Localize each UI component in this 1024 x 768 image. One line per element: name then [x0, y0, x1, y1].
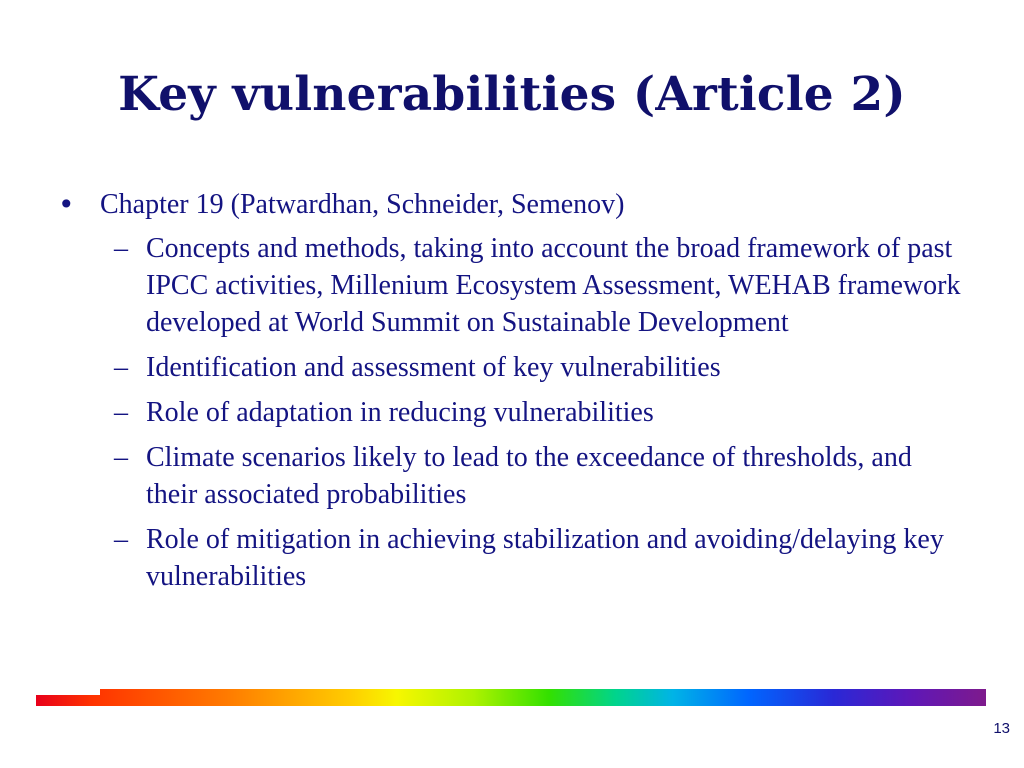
- sub-bullet-item: [114, 521, 963, 595]
- sub-bullet-marker: –: [114, 442, 128, 473]
- slide-page-number: 13: [993, 720, 1010, 737]
- sub-bullet-marker: –: [114, 352, 128, 383]
- sub-bullet-text: Role of mitigation in achieving stabilization and avoiding/delaying key vulnerabilities: [146, 524, 944, 592]
- sub-bullet-text: Concepts and methods, taking into account the broad framework of past IPCC activities, Millenium Ecosystem Assessment, WEHAB framework developed at World Summit on Sustainable Development: [146, 233, 961, 338]
- slide-content: [58, 186, 963, 603]
- sub-bullet-marker: –: [114, 524, 128, 555]
- sub-bullet-text: Identification and assessment of key vulnerabilities: [146, 352, 721, 383]
- bullet-marker: •: [58, 188, 75, 221]
- sub-bullet-marker: –: [114, 233, 128, 264]
- sub-bullet-marker: –: [114, 397, 128, 428]
- sub-bullet-text: Role of adaptation in reducing vulnerabilities: [146, 397, 654, 428]
- slide-title: Key vulnerabilities (Article 2): [118, 67, 906, 122]
- bullet-text: Chapter 19 (Patwardhan, Schneider, Semenov): [100, 189, 625, 220]
- sub-bullet-list: [114, 230, 963, 595]
- bullet-item: [58, 186, 963, 224]
- sub-bullet-item: [114, 439, 963, 513]
- sub-bullet-text: Climate scenarios likely to lead to the exceedance of thresholds, and their associated probabilities: [146, 442, 912, 510]
- sub-bullet-item: [114, 394, 963, 431]
- sub-bullet-item: [114, 349, 963, 386]
- sub-bullet-item: [114, 230, 963, 341]
- rainbow-bar-notch: [36, 689, 100, 695]
- rainbow-divider-bar: [36, 689, 986, 706]
